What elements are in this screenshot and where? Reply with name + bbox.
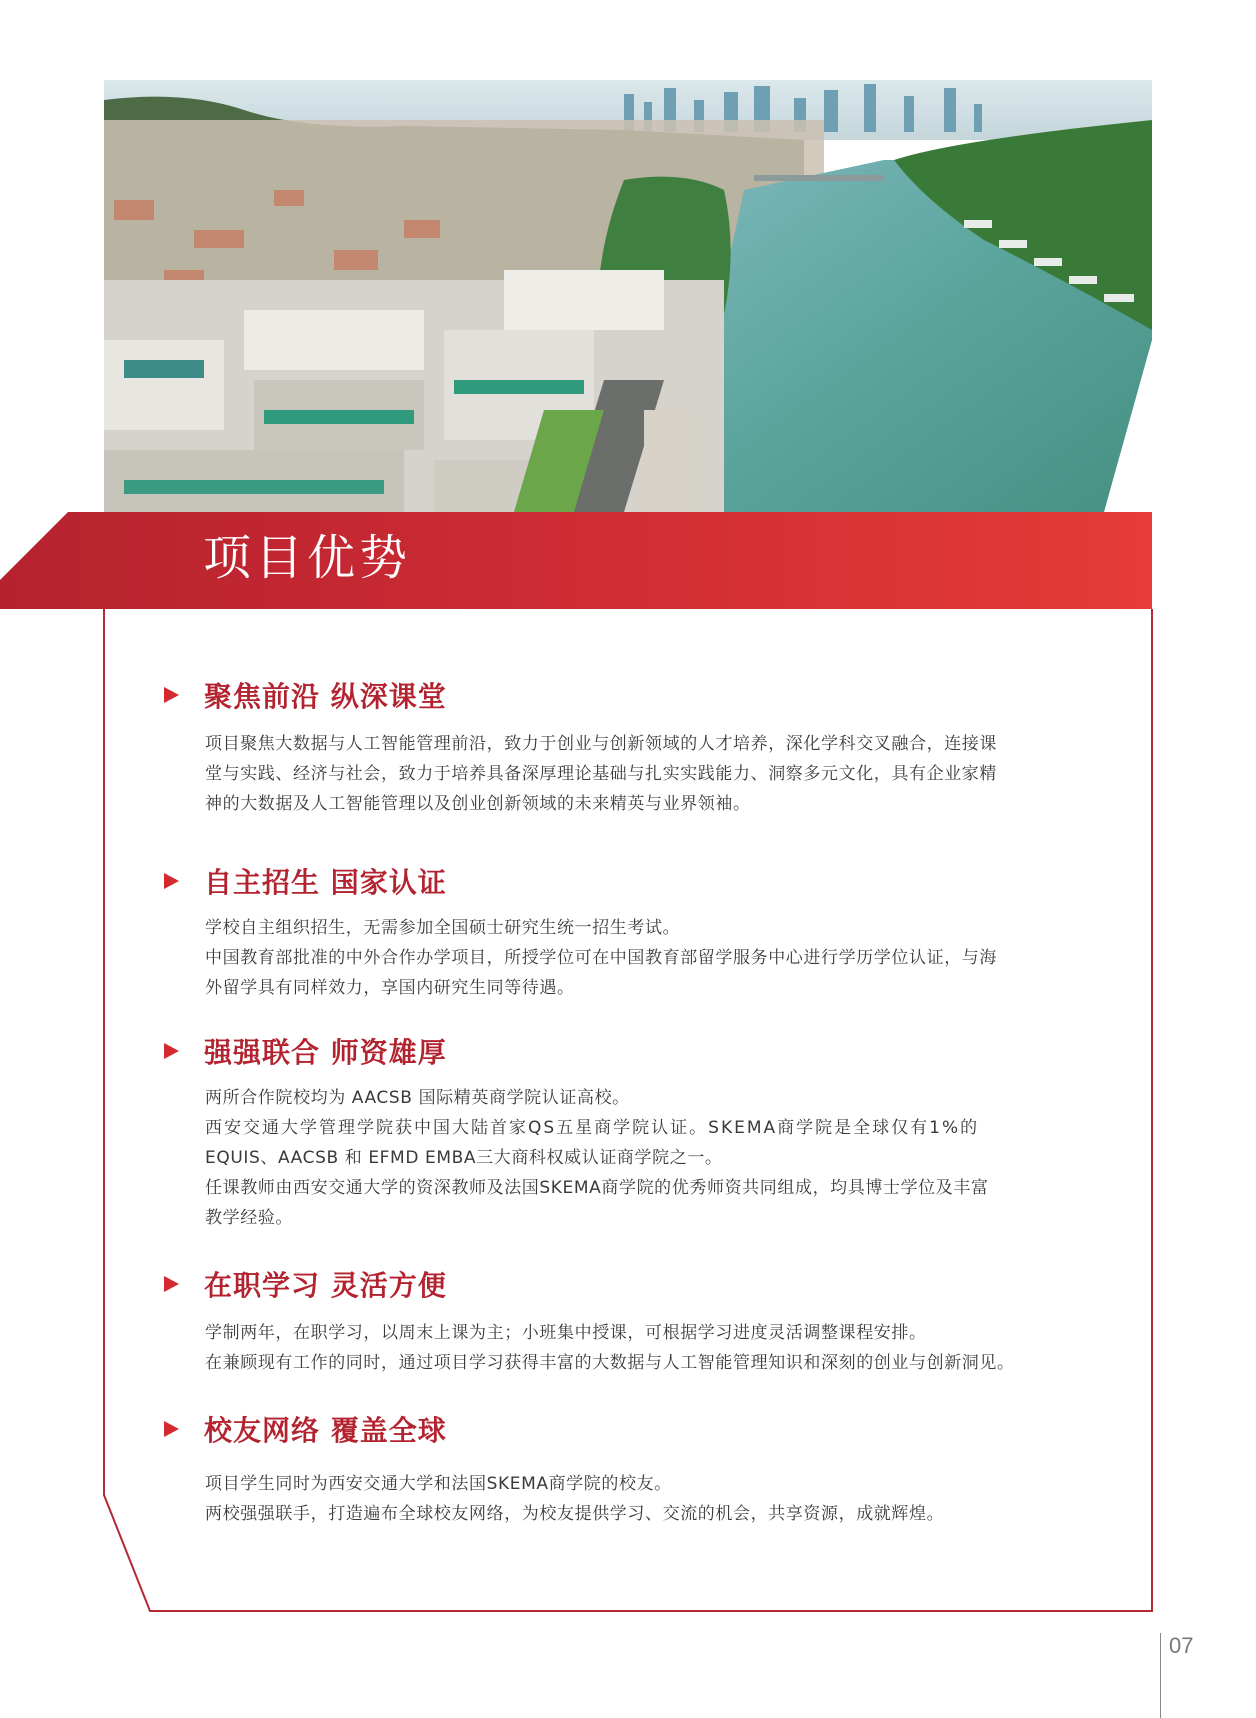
page-number: 07 (1169, 1633, 1194, 1658)
section-title: 强强联合 师资雄厚 (204, 1036, 447, 1069)
page-title: 项目优势 (203, 530, 412, 586)
section-text-line: 任课教师由西安交通大学的资深教师及法国SKEMA商学院的优秀师资共同组成，均具博士学位及丰富 (205, 1178, 989, 1198)
triangle-bullet-icon (164, 687, 179, 703)
section-title: 自主招生 国家认证 (204, 866, 447, 899)
section-text-line: 教学经验。 (205, 1208, 293, 1228)
section-text-line: 西安交通大学管理学院获中国大陆首家QS五星商学院认证。SKEMA商学院是全球仅有1%的 (205, 1118, 980, 1138)
triangle-bullet-icon (164, 1276, 179, 1292)
section-title: 在职学习 灵活方便 (204, 1269, 447, 1302)
section-text-line: 在兼顾现有工作的同时，通过项目学习获得丰富的大数据与人工智能管理知识和深刻的创业与创新洞见。 (205, 1353, 1015, 1373)
triangle-bullet-icon (164, 1043, 179, 1059)
section-text-line: 项目学生同时为西安交通大学和法国SKEMA商学院的校友。 (205, 1474, 672, 1494)
page-number-divider (1160, 1633, 1161, 1718)
section-admission (160, 861, 1120, 1003)
section-text-line: 外留学具有同样效力，享国内研究生同等待遇。 (205, 978, 575, 998)
section-text-line: 学校自主组织招生，无需参加全国硕士研究生统一招生考试。 (205, 918, 681, 938)
section-text-line: 学制两年，在职学习，以周末上课为主；小班集中授课，可根据学习进度灵活调整课程安排。 (205, 1323, 927, 1343)
section-text-line: 两所合作院校均为 AACSB 国际精英商学院认证高校。 (205, 1088, 630, 1108)
title-band (0, 512, 1152, 609)
section-text-line: 神的大数据及人工智能管理以及创业创新领域的未来精英与业界领袖。 (205, 794, 751, 814)
section-faculty (160, 1031, 1120, 1233)
section-cutting-edge (160, 675, 1120, 819)
triangle-bullet-icon (164, 1421, 179, 1437)
campus-river-illustration (104, 80, 1152, 512)
section-text-line: 两校强强联手，打造遍布全球校友网络，为校友提供学习、交流的机会，共享资源，成就辉煌。 (205, 1504, 945, 1524)
section-text-line: EQUIS、AACSB 和 EFMD EMBA三大商科权威认证商学院之一。 (205, 1148, 723, 1168)
section-text-line: 项目聚焦大数据与人工智能管理前沿，致力于创业与创新领域的人才培养，深化学科交叉融合，连接课 (205, 734, 997, 754)
section-part-time-study (160, 1264, 1120, 1378)
section-text-line: 堂与实践、经济与社会，致力于培养具备深厚理论基础与扎实实践能力、洞察多元文化，具有企业家精 (205, 764, 997, 784)
section-alumni-network (160, 1409, 1120, 1529)
section-text-line: 中国教育部批准的中外合作办学项目，所授学位可在中国教育部留学服务中心进行学历学位认证，与海 (205, 948, 997, 968)
hero-campus-photo (104, 80, 1152, 512)
triangle-bullet-icon (164, 873, 179, 889)
section-title: 聚焦前沿 纵深课堂 (204, 680, 447, 713)
section-title: 校友网络 覆盖全球 (204, 1414, 447, 1447)
